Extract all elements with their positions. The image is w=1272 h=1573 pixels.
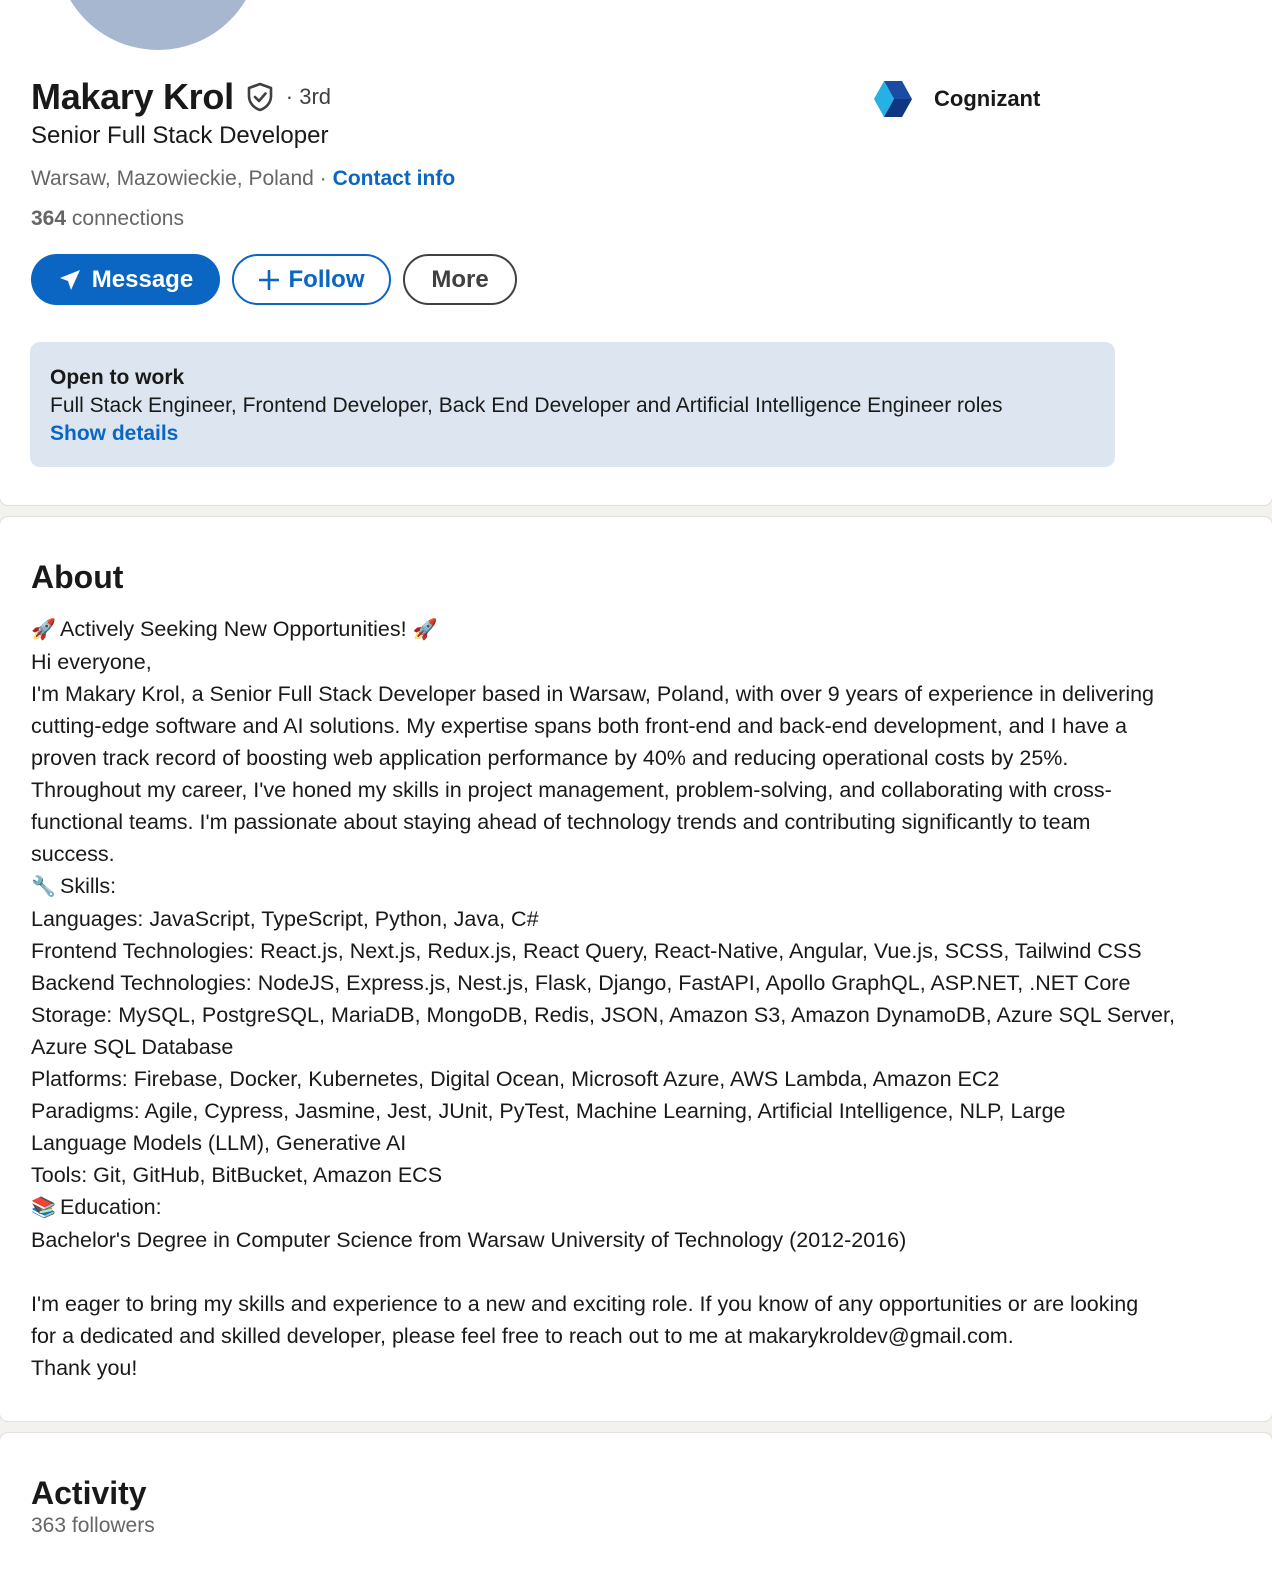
profile-location: Warsaw, Mazowieckie, Poland · [31, 167, 327, 190]
verified-shield-icon[interactable] [244, 81, 276, 113]
about-line: 🔧 Skills: [31, 870, 1246, 903]
rocket-icon: 🚀 [412, 619, 438, 641]
about-line: Throughout my career, I've honed my skills in project management, problem-solving, and collaborating with cross- [31, 778, 1112, 802]
plus-icon [259, 270, 279, 290]
company-name: Cognizant [934, 86, 1041, 111]
about-section [0, 517, 1272, 1421]
connections-row[interactable] [31, 207, 184, 231]
about-line: Backend Technologies: NodeJS, Express.js, Nest.js, Flask, Django, FastAPI, Apollo GraphQL, ASP.NET, .NET Core [31, 971, 1131, 995]
about-line: I'm eager to bring my skills and experience to a new and exciting role. If you know of any opportunities or are looking [31, 1292, 1139, 1316]
location-row [31, 167, 455, 191]
profile-headline: Senior Full Stack Developer [31, 122, 329, 149]
open-to-work-roles: Full Stack Engineer, Frontend Developer, Back End Developer and Artificial Intelligence Engineer roles [50, 394, 1003, 417]
cognizant-logo-icon [872, 80, 916, 118]
about-line: cutting-edge software and AI solutions. My expertise spans both front-end and back-end development, and I have a [31, 714, 1127, 738]
about-line: Platforms: Firebase, Docker, Kubernetes, Digital Ocean, Microsoft Azure, AWS Lambda, Amazon EC2 [31, 1067, 1000, 1091]
message-button[interactable] [31, 254, 220, 305]
about-line: Tools: Git, GitHub, BitBucket, Amazon ECS [31, 1163, 443, 1187]
message-label: Message [91, 265, 194, 293]
about-title: About [31, 559, 124, 595]
more-button[interactable]: More [403, 254, 517, 305]
followers-count: 363 followers [31, 1514, 155, 1537]
about-line: for a dedicated and skilled developer, please feel free to reach out to me at makarykroldev@gmail.com. [31, 1324, 1014, 1348]
name-row [31, 76, 331, 118]
about-line: 🚀 Actively Seeking New Opportunities! 🚀 [31, 613, 1246, 646]
follow-button[interactable] [232, 254, 391, 305]
profile-actions [31, 254, 517, 305]
profile-top-card [0, 0, 1272, 505]
connections-count: 364 [31, 207, 67, 230]
follow-label: Follow [288, 265, 365, 293]
about-line: Thank you! [31, 1356, 138, 1380]
about-line: Language Models (LLM), Generative AI [31, 1131, 407, 1155]
connections-label: connections [71, 207, 184, 230]
about-line: functional teams. I'm passionate about staying ahead of technology trends and contributing significantly to team [31, 810, 1091, 834]
open-to-work-box [30, 342, 1115, 467]
about-line: proven track record of boosting web application performance by 40% and reducing operational costs by 25%. [31, 746, 1069, 770]
about-line: Storage: MySQL, PostgreSQL, MariaDB, MongoDB, Redis, JSON, Amazon S3, Amazon DynamoDB, Azure SQL Server, [31, 1003, 1175, 1027]
show-details-link[interactable]: Show details [50, 422, 179, 445]
send-icon [58, 268, 82, 292]
about-text [31, 613, 1246, 1384]
about-line: I'm Makary Krol, a Senior Full Stack Developer based in Warsaw, Poland, with over 9 years of experience in delivering [31, 682, 1155, 706]
about-line: Languages: JavaScript, TypeScript, Python, Java, C# [31, 907, 539, 931]
current-company[interactable] [872, 80, 1040, 118]
about-line: Bachelor's Degree in Computer Science from Warsaw University of Technology (2012-2016) [31, 1228, 907, 1252]
about-line: Azure SQL Database [31, 1035, 234, 1059]
about-line: Frontend Technologies: React.js, Next.js, Redux.js, React Query, React-Native, Angular, Vue.js, SCSS, Tailwind CSS [31, 939, 1142, 963]
about-line: success. [31, 842, 115, 866]
wrench-icon: 🔧 [31, 876, 56, 898]
contact-info-link[interactable]: Contact info [332, 167, 456, 190]
open-to-work-title: Open to work [50, 366, 185, 389]
about-line: Hi everyone, [31, 650, 152, 674]
connection-degree: · 3rd [285, 84, 332, 109]
books-icon: 📚 [31, 1197, 56, 1219]
rocket-icon: 🚀 [31, 619, 56, 641]
activity-section [0, 1433, 1272, 1573]
about-blank-line [31, 1256, 1246, 1288]
profile-name: Makary Krol [31, 76, 234, 117]
avatar[interactable] [52, 0, 264, 54]
activity-title: Activity [31, 1475, 147, 1511]
about-line: 📚 Education: [31, 1191, 1246, 1224]
about-line: Paradigms: Agile, Cypress, Jasmine, Jest, JUnit, PyTest, Machine Learning, Artificial Intelligence, NLP, Large [31, 1099, 1066, 1123]
